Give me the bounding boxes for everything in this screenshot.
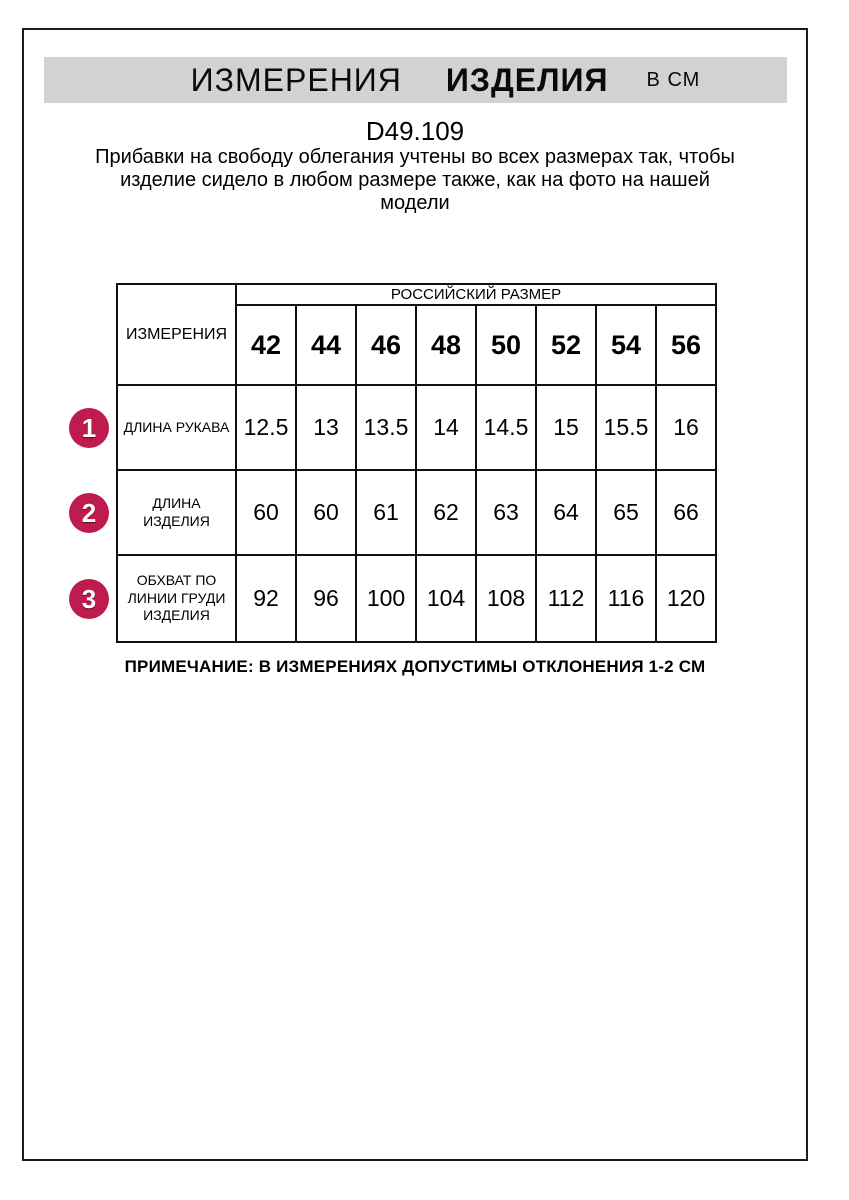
size-header: 52	[536, 305, 596, 385]
measurement-value: 63	[476, 470, 536, 555]
row-number-badge-2: 2	[69, 493, 109, 533]
size-header: 44	[296, 305, 356, 385]
model-code: D49.109	[365, 116, 465, 146]
measurement-value: 60	[236, 470, 296, 555]
measurement-value: 65	[596, 470, 656, 555]
measurement-value: 61	[356, 470, 416, 555]
row-number-badge-3: 3	[69, 579, 109, 619]
size-header: 42	[236, 305, 296, 385]
size-header: 50	[476, 305, 536, 385]
measurement-value: 108	[476, 555, 536, 642]
measurement-value: 112	[536, 555, 596, 642]
banner-word-product: ИЗДЕЛИЯ	[445, 61, 609, 98]
measurement-value: 104	[416, 555, 476, 642]
table-row-product-length	[117, 470, 716, 555]
measurement-value: 120	[656, 555, 716, 642]
measurement-value: 64	[536, 470, 596, 555]
table-corner-header: ИЗМЕРЕНИЯ	[117, 284, 236, 385]
measurement-value: 13	[296, 385, 356, 470]
measurement-label: ДЛИНА РУКАВА	[117, 385, 236, 470]
table-row-sleeve-length	[117, 385, 716, 470]
size-header: 56	[656, 305, 716, 385]
title-banner	[44, 57, 787, 103]
measurement-value: 92	[236, 555, 296, 642]
measurement-value: 12.5	[236, 385, 296, 470]
measurement-value: 15.5	[596, 385, 656, 470]
banner-unit-label: В СМ	[646, 68, 701, 91]
measurement-value: 15	[536, 385, 596, 470]
table-row-chest-girth	[117, 555, 716, 642]
size-header: 46	[356, 305, 416, 385]
measurement-value: 96	[296, 555, 356, 642]
measurement-value: 66	[656, 470, 716, 555]
size-group-header: РОССИЙСКИЙ РАЗМЕР	[236, 284, 716, 305]
measurement-value: 13.5	[356, 385, 416, 470]
measurement-value: 116	[596, 555, 656, 642]
measurement-value: 100	[356, 555, 416, 642]
measurement-value: 14.5	[476, 385, 536, 470]
banner-word-measurements: ИЗМЕРЕНИЯ	[190, 61, 402, 98]
measurement-value: 60	[296, 470, 356, 555]
measurement-value: 14	[416, 385, 476, 470]
measurement-value: 62	[416, 470, 476, 555]
size-header: 54	[596, 305, 656, 385]
fit-description: Прибавки на свободу облегания учтены во всех размерах так, чтобы изделие сидело в любом размере также, как на фото на нашей модели	[95, 146, 735, 215]
row-number-badge-1: 1	[69, 408, 109, 448]
measurement-value: 16	[656, 385, 716, 470]
measurement-label: ДЛИНА ИЗДЕЛИЯ	[117, 470, 236, 555]
page-border-frame	[22, 28, 808, 1161]
size-header: 48	[416, 305, 476, 385]
tolerance-note: ПРИМЕЧАНИЕ: В ИЗМЕРЕНИЯХ ДОПУСТИМЫ ОТКЛОНЕНИЯ 1-2 СМ	[124, 657, 706, 676]
measurement-label: ОБХВАТ ПО ЛИНИИ ГРУДИ ИЗДЕЛИЯ	[117, 555, 236, 642]
size-table	[116, 283, 717, 643]
